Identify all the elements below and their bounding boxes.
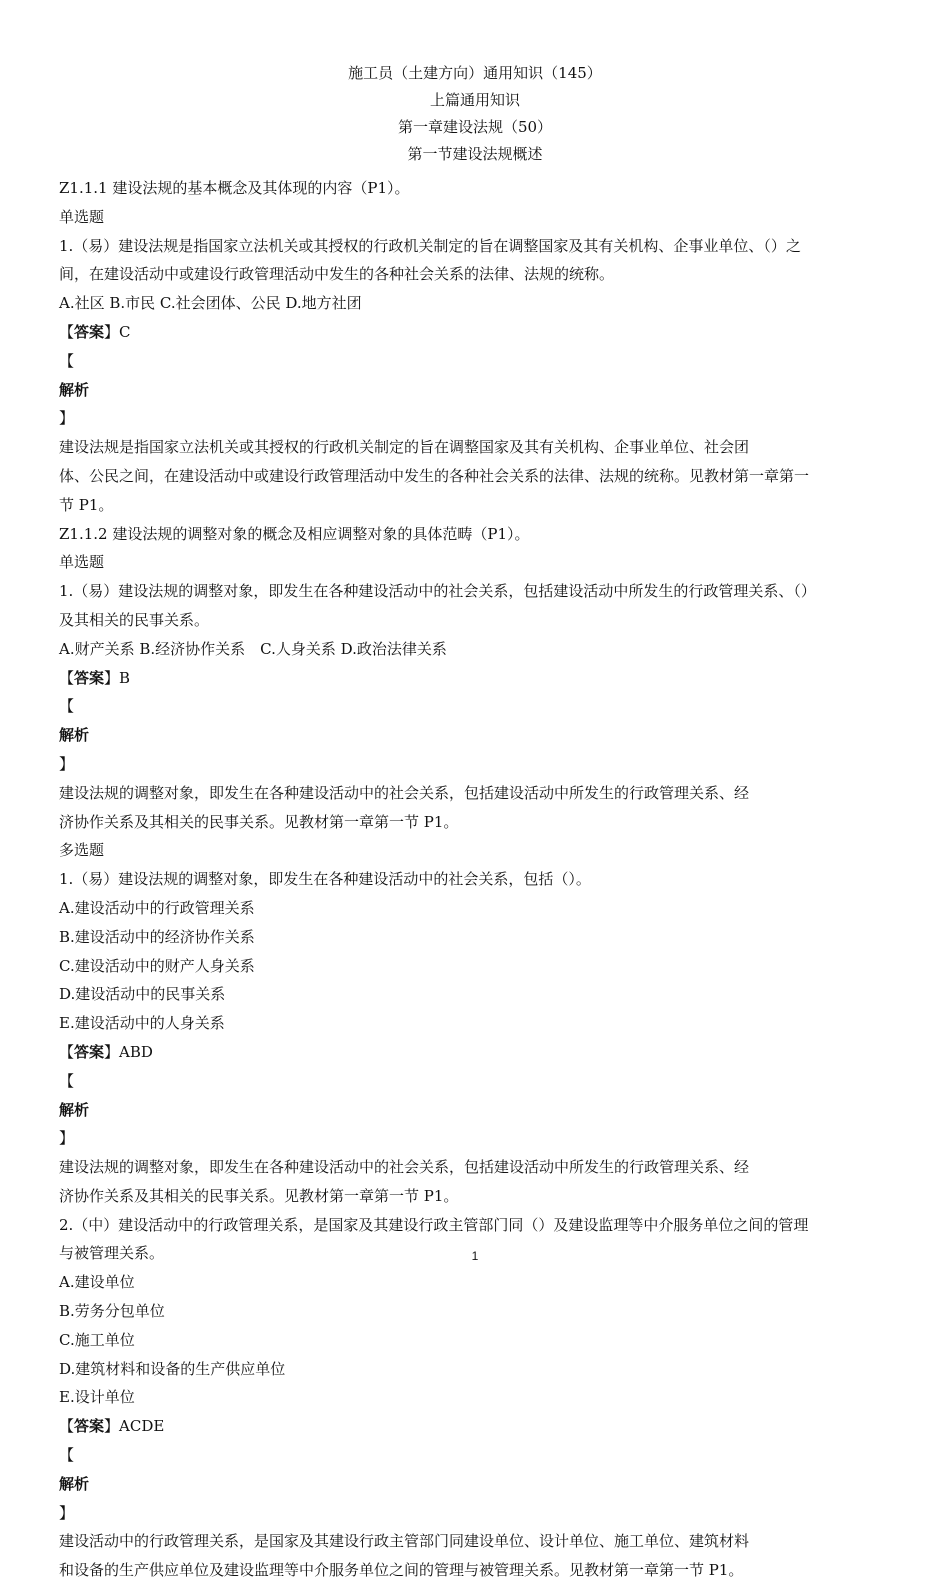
question-stem-line: 1.（易）建设法规的调整对象，即发生在各种建设活动中的社会关系，包括建设活动中所发生的行政管理关系、（） [59,582,816,601]
option-b: B.建设活动中的经济协作关系 [59,927,255,946]
option-a: A.建设单位 [59,1273,135,1292]
answer-value: B [119,668,131,687]
analysis-text: 建设法规的调整对象，即发生在各种建设活动中的社会关系，包括建设活动中所发生的行政管理关系、经 [59,1158,750,1177]
analysis-bracket: 【 [59,1071,75,1090]
question-stem [59,232,895,290]
analysis-bracket: 】 [59,1129,75,1148]
option-b: B.劳务分包单位 [59,1302,165,1321]
option-d: D.建设活动中的民事关系 [59,985,226,1004]
analysis-line: 济协作关系及其相关的民事关系。见教材第一章第一节 P1。 [59,812,459,831]
answer-line [59,318,895,347]
analysis-label: 解析 [59,380,90,399]
analysis-text: 建设法规的调整对象，即发生在各种建设活动中的社会关系，包括建设活动中所发生的行政管理关系、经 [59,783,750,802]
question-type-label: 单选题 [59,553,105,572]
analysis-text: 建设活动中的行政管理关系，是国家及其建设行政主管部门同建设单位、设计单位、施工单位、建筑材料 [59,1532,750,1551]
topic-heading-z112: Z1.1.2 建设法规的调整对象的概念及相应调整对象的具体范畴（P1）。 [59,524,530,543]
analysis-paragraph [59,692,895,836]
answer-line [59,1412,895,1441]
answer-label: 答案 [74,1042,105,1061]
question-stem: 1.（易）建设法规的调整对象，即发生在各种建设活动中的社会关系，包括（）。 [59,870,591,889]
analysis-paragraph [59,1441,895,1585]
option-e: E.建设活动中的人身关系 [59,1014,225,1033]
analysis-paragraph [59,1067,895,1211]
answer-bracket: 【 [59,1417,75,1436]
document-title: 施工员（土建方向）通用知识（145） [348,64,602,82]
answer-bracket: 【 [59,1042,75,1061]
analysis-line [59,1441,895,1556]
chapter-title: 第一章建设法规（50） [397,118,553,136]
answer-label: 答案 [74,668,105,687]
question-stem [59,577,895,635]
analysis-line [59,347,895,462]
analysis-bracket: 【 [59,697,75,716]
question-stem-line: 1.（易）建设法规是指国家立法机关或其授权的行政机关制定的旨在调整国家及其有关机构、企事业单位、（）之 [59,236,801,255]
answer-label: 答案 [74,1417,105,1436]
analysis-paragraph [59,347,895,520]
analysis-line: 体、公民之间，在建设活动中或建设行政管理活动中发生的各种社会关系的法律、法规的统称。见教材第一章第一 [59,466,810,485]
question-type-label: 单选题 [59,207,105,226]
answer-bracket: 】 [104,668,120,687]
analysis-line: 济协作关系及其相关的民事关系。见教材第一章第一节 P1。 [59,1186,459,1205]
analysis-line: 节 P1。 [59,495,114,514]
title-block [0,60,950,168]
analysis-label: 解析 [59,1100,90,1119]
analysis-bracket: 【 [59,1446,75,1465]
topic-heading-z111: Z1.1.1 建设法规的基本概念及其体现的内容（P1）。 [59,179,410,197]
question-type-label: 多选题 [59,841,105,860]
answer-bracket: 】 [104,1417,120,1436]
question-stem-line: 与被管理关系。 [59,1244,165,1263]
analysis-bracket: 】 [59,754,75,773]
analysis-label: 解析 [59,726,90,745]
option-c: C.建设活动中的财产人身关系 [59,956,255,975]
answer-line [59,664,895,693]
analysis-bracket: 】 [59,409,75,428]
question-options: A.财产关系 B.经济协作关系 C.人身关系 D.政治法律关系 [59,639,447,658]
answer-bracket: 【 [59,668,75,687]
question-stem-line: 间，在建设活动中或建设行政管理活动中发生的各种社会关系的法律、法规的统称。 [59,265,615,284]
question-options: A.社区 B.市民 C.社会团体、公民 D.地方社团 [59,294,362,313]
answer-bracket: 】 [104,1042,120,1061]
section-title: 第一节建设法规概述 [407,145,543,163]
answer-bracket: 】 [104,322,120,341]
question-stem-line: 及其相关的民事关系。 [59,610,210,629]
analysis-label: 解析 [59,1474,90,1493]
analysis-bracket: 】 [59,1503,75,1522]
answer-line [59,1038,895,1067]
analysis-line: 和设备的生产供应单位及建设监理等中介服务单位之间的管理与被管理关系。见教材第一章第一节 P1。 [59,1561,744,1580]
answer-value: C [119,322,131,341]
analysis-text: 建设法规是指国家立法机关或其授权的行政机关制定的旨在调整国家及其有关机构、企事业单位、社会团 [59,438,750,457]
analysis-line [59,1067,895,1182]
option-e: E.设计单位 [59,1388,135,1407]
answer-bracket: 【 [59,322,75,341]
option-d: D.建筑材料和设备的生产供应单位 [59,1359,286,1378]
analysis-bracket: 【 [59,351,75,370]
option-a: A.建设活动中的行政管理关系 [59,898,255,917]
answer-value: ABD [119,1042,153,1061]
analysis-line [59,692,895,807]
answer-value: ACDE [119,1417,165,1436]
answer-label: 答案 [74,322,105,341]
page-number: 1 [471,1249,479,1263]
part-title: 上篇通用知识 [429,91,520,109]
option-c: C.施工单位 [59,1330,135,1349]
question-stem-line: 2.（中）建设活动中的行政管理关系，是国家及其建设行政主管部门同（）及建设监理等中介服务单位之间的管理 [59,1215,809,1234]
document-body [59,174,895,1585]
